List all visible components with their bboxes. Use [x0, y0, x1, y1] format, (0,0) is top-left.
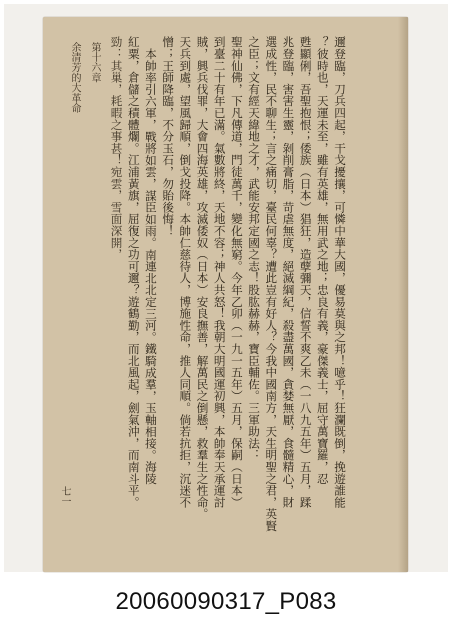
archive-id-caption: 20060090317_P083: [115, 588, 337, 615]
text-column-6: 之臣；文有經天緯地之才，武能安邦定國之志！股肱赫赫，寶臣輔佐。三軍助法：: [247, 36, 262, 461]
text-column-13: 紅粟，倉儲之積體爛。江浦黃旗，屈復之功可邇？遊鶴勤，而北風起，劍氣沖，而南斗平。: [126, 36, 141, 508]
text-column-3: 甦顯俐，吾聖抱恨；倭族（日本）猖狂，造孽彌天，信誓不爽乙未（一八九五年）五月，蹂: [298, 36, 313, 509]
text-column-10: 天兵到處，望風歸順，倒戈投降。本帥仁慈待人，博施性命，推人同順。倘若抗拒，沉迷不: [178, 36, 193, 509]
text-column-1: 邇登臨，刀兵四起，干戈擾攘，可憐中華大國，優易莫與之邦！噫乎！狂瀾既倒，挽遊誰能: [333, 36, 347, 509]
text-column-9: 賊，興兵伐罪，大會四海英雄，攻滅倭奴（日本）安良撫善，解萬民之倒懸，救羣生之性命。: [195, 36, 210, 520]
text-column-11: 憎；王師降臨，不分玉石，勿貽後悔！: [161, 36, 176, 237]
chapter-title: 余清芳的大革命: [69, 42, 80, 114]
text-column-5: 選成性，民不聊生；言之痛切，臺民何辜？遭此豈有好人？今我中國南方，天生明聖之君，英賢: [264, 36, 279, 532]
text-column-7: 聖神仙佛，下凡傳道，門徒萬千，變化無窮。今年乙卯（一九一五年）五月，保嗣（日本）: [229, 36, 244, 508]
text-column-4: 兆登臨，害害生靈，剝削膏脂，苛虐無度，絕滅綱紀，殺盡萬國，貪婪無厭，食髓精心，財: [281, 36, 296, 509]
text-column-14: 勁：其巢，耗暇之事甚！宛雲，雪面深開，: [109, 36, 124, 261]
page-number: 七一: [59, 486, 70, 506]
text-column-8: 到臺二十有年已滿。氣數將終，天地不容；神人共怒！我朝大明國運初興，本帥奉天承運討: [212, 36, 227, 509]
text-column-12: 本帥率引六軍，戰將如雲，謀臣如雨。南連北北定三河。鐵騎成羣，玉軸相接。海陵: [143, 48, 158, 485]
text-column-2: ？彼時也，天運未至，雖有英雄，無用武之地；忠良有義，豪傑義士，屈守萬寶羅，忍: [315, 36, 330, 485]
running-head: [60, 42, 102, 242]
chapter-label: 第十六章: [89, 42, 100, 83]
